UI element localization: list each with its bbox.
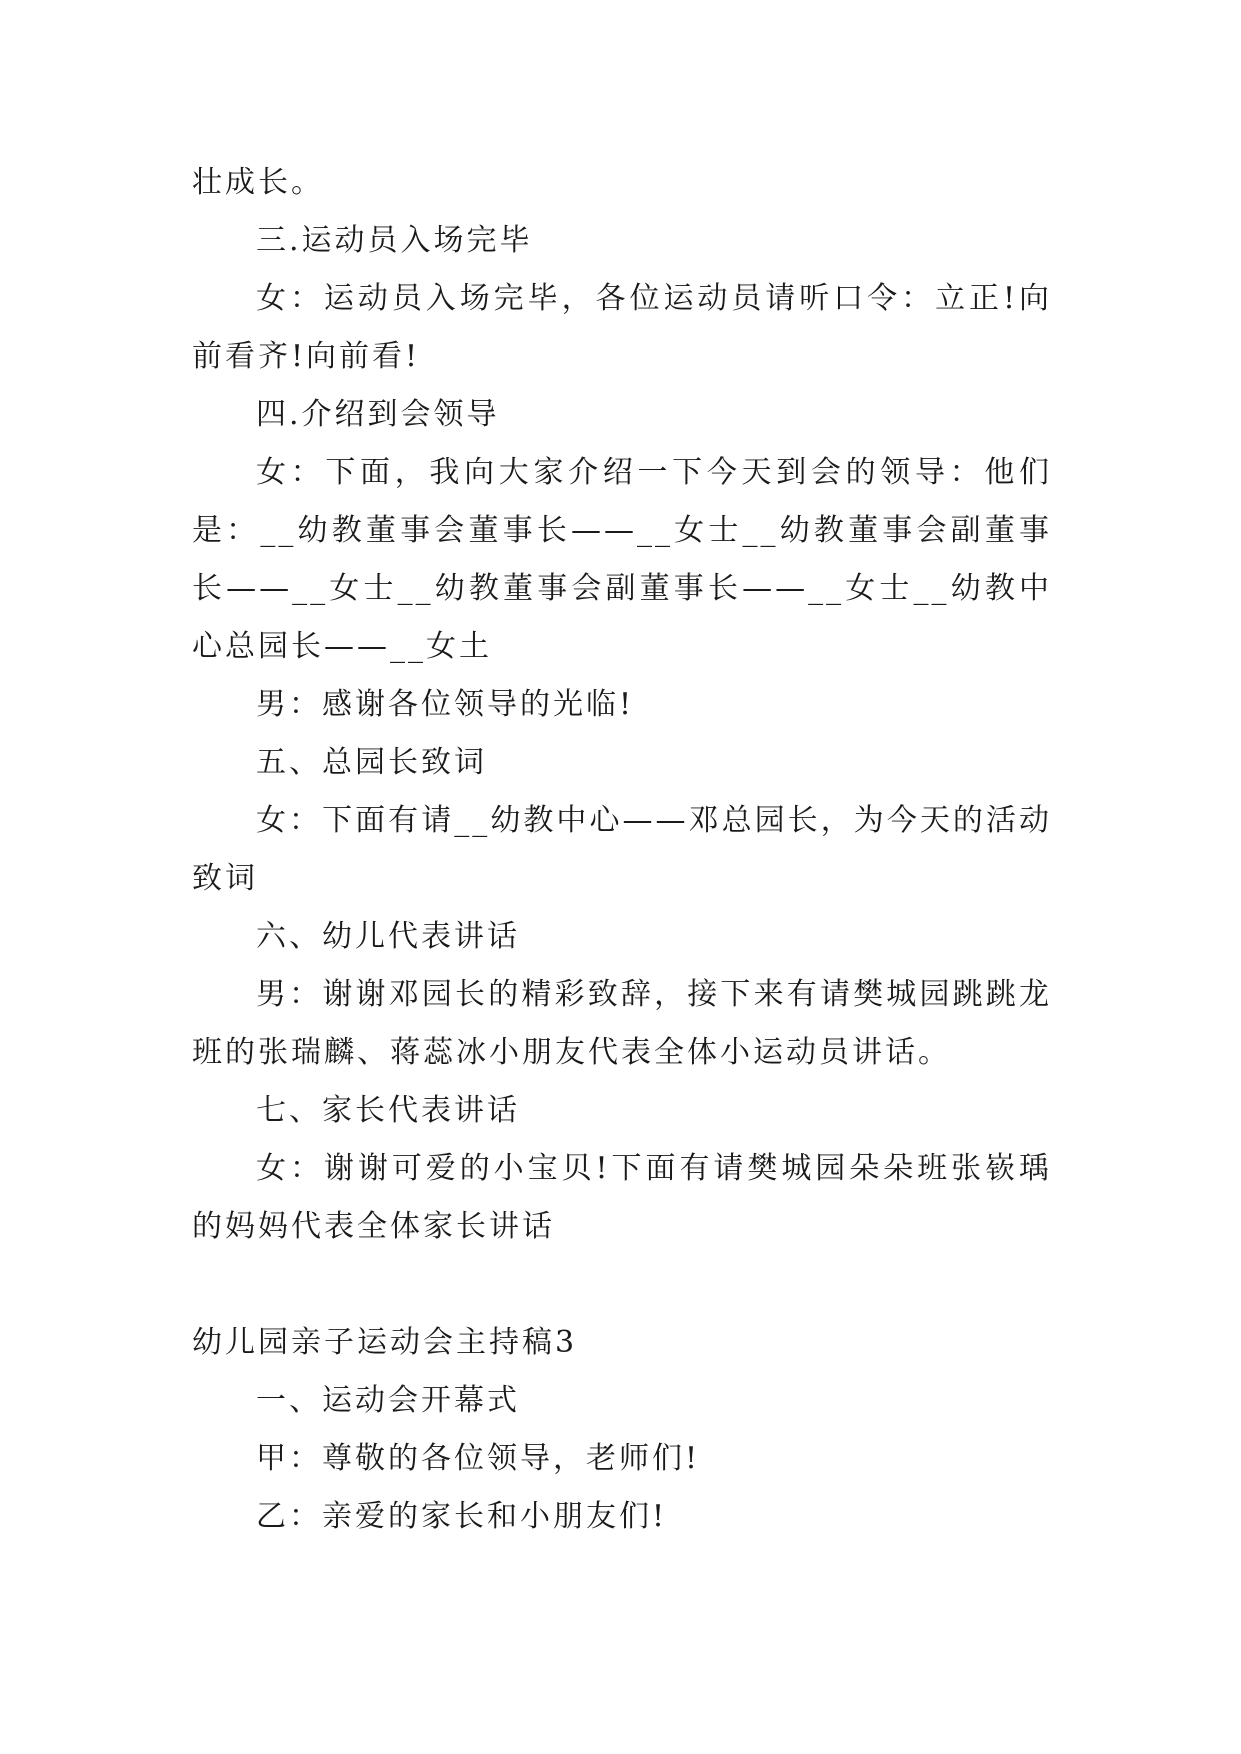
- document-body: [192, 154, 1052, 1546]
- section-heading: 一、运动会开幕式: [256, 1383, 520, 1418]
- paragraph: 女：下面有请__幼教中心——邓总园长，为今天的活动致词: [192, 803, 1052, 896]
- paragraph: 乙：亲爱的家长和小朋友们!: [256, 1499, 668, 1534]
- section-heading: 四.介绍到会领导: [256, 397, 500, 432]
- paragraph: 女：下面，我向大家介绍一下今天到会的领导：他们是：__幼教董事会董事长——__女士__幼教董事会副董事长——__女士__幼教董事会副董事长——__女士__幼教中心总园长——__女土: [192, 455, 1052, 664]
- paragraph: 男：谢谢邓园长的精彩致辞，接下来有请樊城园跳跳龙班的张瑞麟、蒋蕊冰小朋友代表全体小运动员讲话。: [192, 977, 1052, 1070]
- paragraph: 女：谢谢可爱的小宝贝!下面有请樊城园朵朵班张嵚瑀的妈妈代表全体家长讲话: [192, 1151, 1052, 1244]
- section-heading: 五、总园长致词: [256, 745, 487, 780]
- section-heading: 三.运动员入场完毕: [256, 223, 533, 258]
- paragraph: 甲：尊敬的各位领导，老师们!: [256, 1441, 701, 1476]
- section-heading: 七、家长代表讲话: [256, 1093, 520, 1128]
- document-section-title: 幼儿园亲子运动会主持稿3: [192, 1325, 578, 1360]
- paragraph: 女：运动员入场完毕，各位运动员请听口令：立正!向前看齐!向前看!: [192, 281, 1052, 374]
- paragraph: 壮成长。: [192, 165, 324, 200]
- paragraph: 男：感谢各位领导的光临!: [256, 687, 635, 722]
- section-heading: 六、幼儿代表讲话: [256, 919, 520, 954]
